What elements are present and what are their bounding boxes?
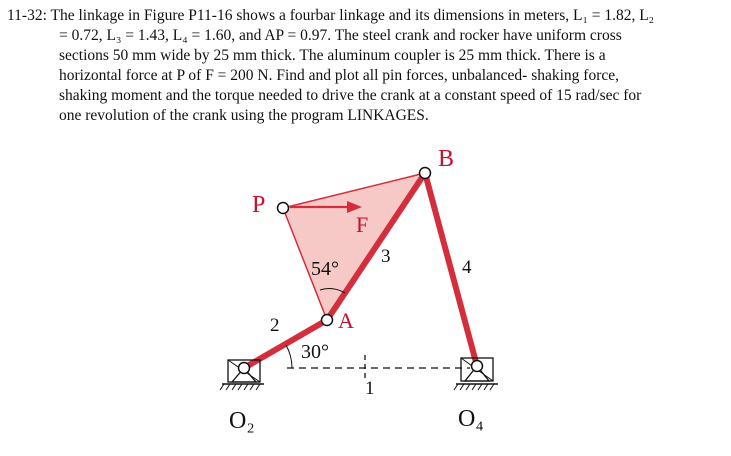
- problem-line-6: one revolution of the crank using the program LINKAGES.: [59, 107, 429, 124]
- angle-30-label: 30°: [301, 341, 329, 363]
- pin-a: [322, 315, 333, 326]
- ground-pivot-o2: [220, 360, 264, 390]
- o4-label: O₄: [458, 406, 484, 432]
- pin-p: [278, 203, 289, 214]
- label-f: F: [356, 212, 369, 237]
- label-p: P: [252, 192, 266, 218]
- problem-line-2: = 0.72, L₃ = 1.43, L₄ = 1.60, and AP = 0.97. The steel crank and rocker have uniform cross: [59, 27, 622, 44]
- angle-54-label: 54°: [311, 258, 339, 280]
- link-4-label: 4: [462, 257, 472, 278]
- problem-line-3: sections 50 mm wide by 25 mm thick. The aluminum coupler is 25 mm thick. There is a: [59, 47, 606, 64]
- pin-b: [420, 168, 431, 179]
- label-a: A: [338, 308, 354, 333]
- link-1-label: 1: [365, 378, 375, 399]
- problem-line-5: shaking moment and the torque needed to drive the crank at a constant speed of 15 rad/sec for: [59, 87, 642, 104]
- label-b: B: [438, 146, 455, 172]
- problem-text-1: The linkage in Figure P11-16 shows a fourbar linkage and its dimensions in meters, L₁ = 1.82, L₂: [50, 7, 655, 24]
- o2-label: O₂: [229, 408, 255, 434]
- crank-angle-arc: [286, 345, 292, 368]
- coupler-triangle: [283, 173, 425, 320]
- link-2-label: 2: [270, 315, 280, 336]
- problem-number: 11-32:: [7, 7, 47, 24]
- problem-line-4: horizontal force at P of F = 200 N. Find and plot all pin forces, unbalanced- shaking force,: [59, 67, 619, 84]
- link-3-label: 3: [381, 246, 391, 267]
- ground-pivot-o4: [454, 358, 498, 390]
